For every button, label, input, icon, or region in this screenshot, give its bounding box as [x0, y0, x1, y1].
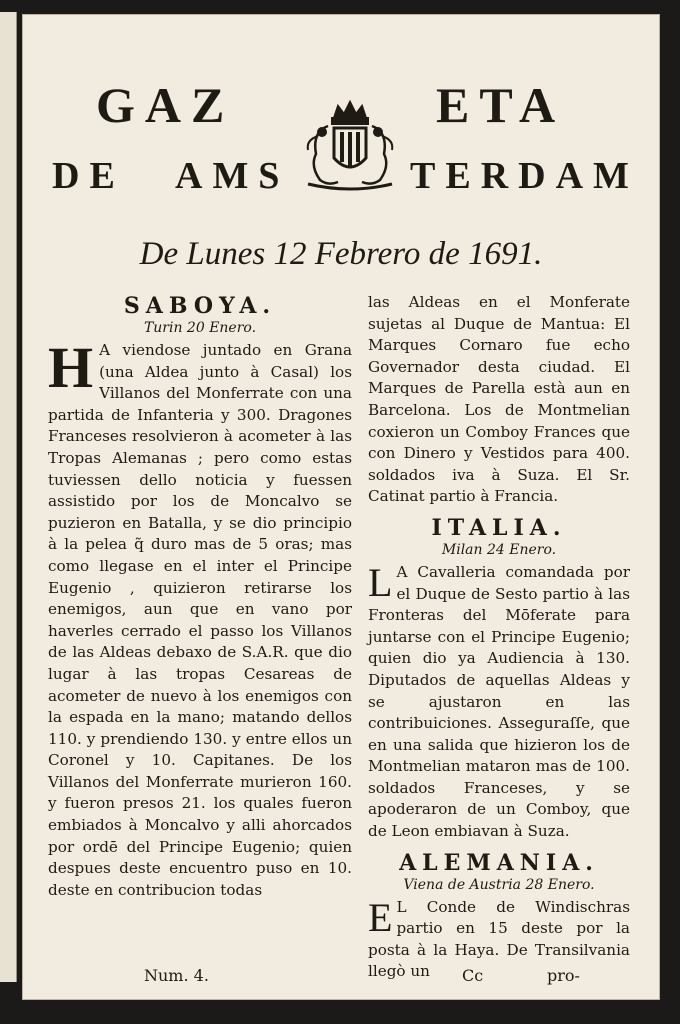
- article-alemania-text: L Conde de Windischras partio en 15 deste por la posta à la Haya. De Transilvania llegò un: [368, 897, 630, 981]
- masthead-eta: ETA: [436, 77, 566, 133]
- section-title-saboya: SABOYA.: [123, 293, 277, 319]
- drop-cap-e: E: [368, 894, 393, 940]
- dateline-turin: Turin 20 Enero.: [143, 320, 257, 336]
- issue-number: Num. 4.: [144, 966, 209, 985]
- section-title-italia: ITALIA.: [431, 514, 567, 541]
- previous-page-edge: [0, 12, 17, 982]
- masthead-ams: AMS: [175, 155, 290, 197]
- masthead-terdam: TERDAM: [410, 155, 639, 197]
- article-alemania: [368, 894, 630, 983]
- issue-dateline: De Lunes 12 Febrero de 1691.: [139, 236, 543, 272]
- left-column: [48, 292, 352, 901]
- gazette-page: [22, 14, 660, 1000]
- amsterdam-crest-icon: [298, 96, 402, 194]
- catchword: pro-: [547, 966, 580, 985]
- signature-mark: Cc: [462, 966, 484, 985]
- article-italia: [368, 559, 630, 843]
- article-saboya-continuation: las Aldeas en el Monferate sujetas al Duque de Mantua: El Marques Cornaro fue echo Governador desta ciudad. El Marques de Parella està aun en Barcelona. Los de Montmelian coxieron un Comboy Frances que con Dinero y Vestidos para 400. soldados iva à Suza. El Sr. Catinat partio à Francia.: [368, 293, 630, 506]
- dateline-viena: Viena de Austria 28 Enero.: [403, 876, 595, 893]
- right-column: [368, 292, 630, 983]
- drop-cap-l: L: [368, 559, 393, 605]
- article-saboya: [48, 335, 352, 901]
- section-title-alemania: ALEMANIA.: [399, 849, 599, 876]
- masthead-gaz: GAZ: [96, 77, 235, 133]
- dateline-milan: Milan 24 Enero.: [441, 541, 557, 558]
- masthead-de: DE: [52, 155, 125, 197]
- article-saboya-text: A viendose juntado en Grana (una Aldea junto à Casal) los Villanos del Monferrate con una partida de Infanteria y 300. Dragones Franceses resolvieron à acometer à las Tropas Alemanas ; pero como estas tuviessen dello noticia y fuessen assistido por los de Moncalvo se puzieron en Batalla, y se dio principio à la pelea q̃ duro mas de 5 oras; mas como llegase en el inter el Principe Eugenio , quizieron retirarse los enemigos, aun que en vano por haverles cerrado el passo los Villanos de las Aldeas debaxo de S.A.R. que dio lugar à las tropas Cesareas de acometer de nuevo à los enemigos con la espada en la mano; matando dellos 110. y prendiendo 130. y entre ellos un Coronel y 10. Capitanes. De los Villanos del Monferrate murieron 160. y fueron presos 21. los quales fueron embiados à Moncalvo y alli ahorcados por ordē del Principe Eugenio; quien despues deste encuentro puso en 10. deste en contribucion todas: [48, 341, 352, 899]
- article-italia-text: A Cavalleria comandada por el Duque de Sesto partio à las Fronteras del Mōferate para juntarse con el Principe Eugenio; quien dio ya Audiencia à 130. Diputados de aquellas Aldeas y se ajustaron en las contribuiciones. Asseguraſſe, que en una salida que hizieron los de Montmelian mataron mas de 100. soldados Franceses, y se apoderaron de un Comboy, que de Leon embiavan à Suza.: [368, 562, 630, 841]
- drop-cap-h: H: [48, 335, 94, 400]
